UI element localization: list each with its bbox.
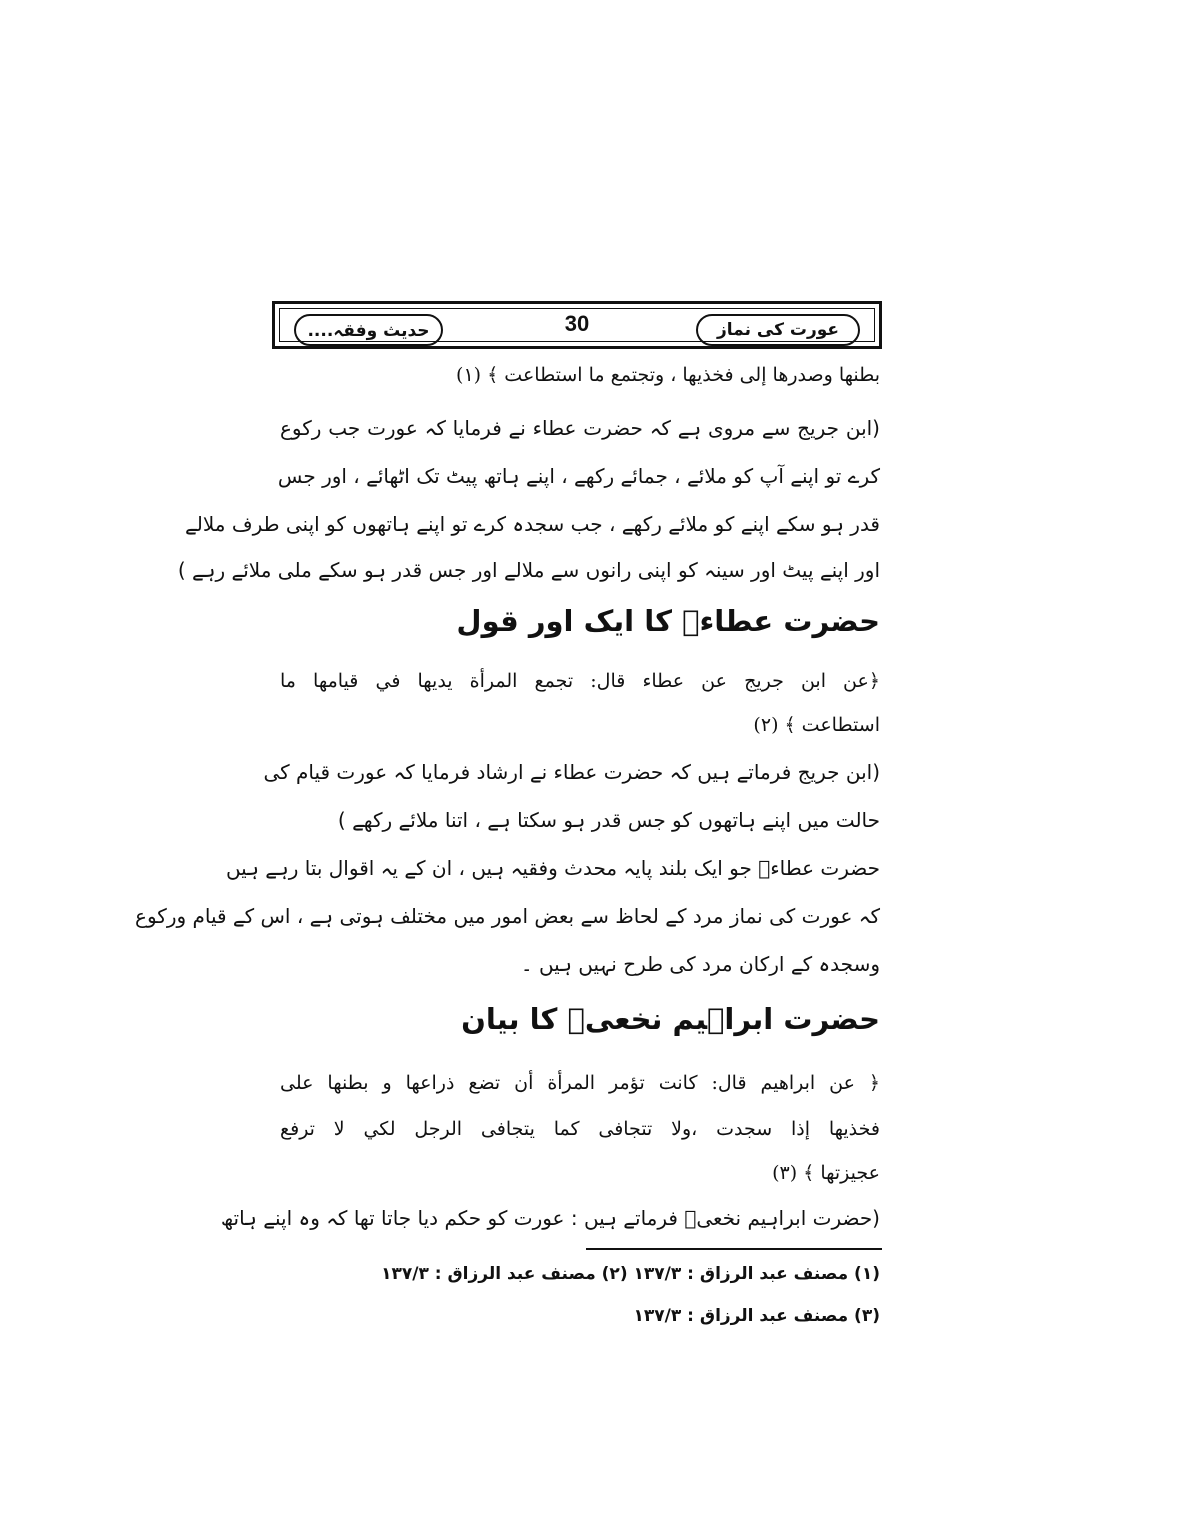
text-line: قدر ہو سکے اپنے کو ملائے رکھے ، جب سجدہ کرے تو اپنے ہاتھوں کو اپنی طرف ملالے [185, 512, 880, 536]
text-line: حالت میں اپنے ہاتھوں کو جس قدر ہو سکتا ہے ، اتنا ملائے رکھے ) [337, 808, 880, 832]
text-line: وسجدہ کے ارکان مرد کی طرح نہیں ہیں ۔ [520, 952, 880, 976]
section-badge [294, 314, 443, 346]
section-heading: حضرت ابراہیم نخعیؒ کا بیان [461, 1002, 880, 1036]
page-number: 30 [564, 311, 590, 336]
text-line: (ابن جریج سے مروی ہے کہ حضرت عطاء نے فرمایا کہ عورت جب رکوع [280, 416, 880, 440]
footnote-divider [586, 1248, 882, 1250]
arabic-text-line: ﴿ عن ابراهيم قال: كانت تؤمر المرأة أن تضع ذراعها و بطنها على [280, 1072, 880, 1094]
section-heading: حضرت عطاءؒ کا ایک اور قول [456, 604, 880, 638]
text-line: اور اپنے پیٹ اور سینہ کو اپنی رانوں سے ملالے اور جس قدر ہو سکے ملی ملائے رہے ) [177, 558, 880, 582]
text-line: حضرت عطاءؒ جو ایک بلند پایہ محدث وفقیہ ہیں ، ان کے یہ اقوال بتا رہے ہیں [225, 856, 880, 880]
footnote: (۱) مصنف عبد الرزاق : ۱۳۷/۳ (۲) مصنف عبد الرزاق : ۱۳۷/۳ [381, 1264, 880, 1284]
text-line: بطنها وصدرها إلى فخذيها ، وتجتمع ما استطاعت ﴾ (۱) [456, 364, 880, 386]
header-inner-border [279, 308, 875, 342]
arabic-text-line: عجيزتها ﴾ (۳) [772, 1162, 880, 1184]
text-line: کہ عورت کی نماز مرد کے لحاظ سے بعض امور میں مختلف ہوتی ہے ، اس کے قیام ورکوع [135, 904, 880, 928]
text-line: کرے تو اپنے آپ کو ملائے ، جمائے رکھے ، اپنے ہاتھ پیٹ تک اٹھائے ، اور جس [277, 464, 880, 488]
section-title: حدیث وفقہ.... [307, 320, 430, 341]
page-header [272, 301, 882, 349]
book-title: عورت کی نماز [717, 320, 840, 340]
text-line: (حضرت ابراہیم نخعیؒ فرماتے ہیں : عورت کو حکم دیا جاتا تھا کہ وہ اپنے ہاتھ [220, 1206, 880, 1230]
arabic-text-line: فخذيها إذا سجدت ،ولا تتجافى كما يتجافى الرجل لكي لا ترفع [280, 1118, 880, 1140]
arabic-text-line: استطاعت ﴾ (۲) [753, 714, 880, 736]
arabic-text-line: ﴿عن ابن جريج عن عطاء قال: تجمع المرأة يديها في قيامها ما [280, 670, 880, 692]
text-line: (ابن جریج فرماتے ہیں کہ حضرت عطاء نے ارشاد فرمایا کہ عورت قیام کی [263, 760, 880, 784]
footnote: (۳) مصنف عبد الرزاق : ۱۳۷/۳ [633, 1306, 880, 1326]
